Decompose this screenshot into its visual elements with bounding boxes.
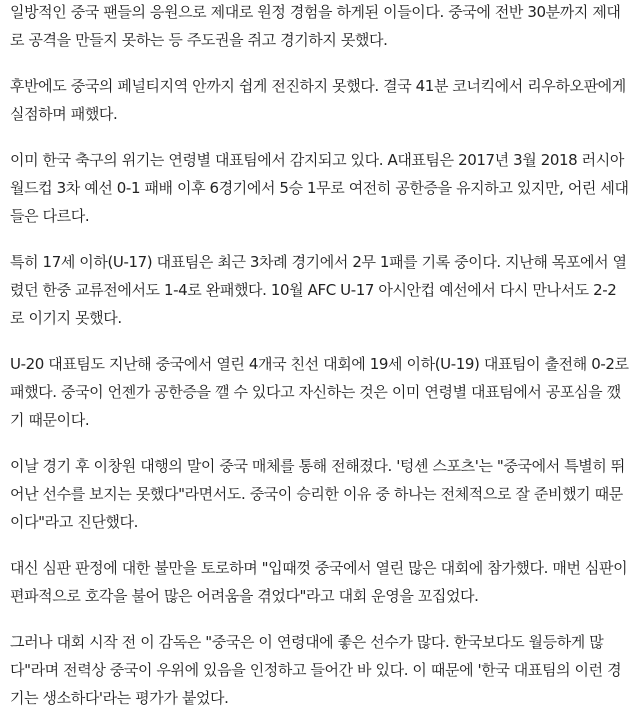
article-paragraph: 그러나 대회 시작 전 이 감독은 "중국은 이 연령대에 좋은 선수가 많다. 한국보다도 월등하게 많다"라며 전력상 중국이 우위에 있음을 인정하고 들어간 바 있다. 이 때문에 '한국 대표팀의 이런 경기는 생소하다'라는 평가가 붙었다. bbox=[10, 633, 622, 707]
article-paragraph: 후반에도 중국의 페널티지역 안까지 쉽게 전진하지 못했다. 결국 41분 코너킥에서 리우하오판에게 실점하며 패했다. bbox=[10, 77, 626, 123]
article-paragraph: 일방적인 중국 팬들의 응원으로 제대로 원정 경험을 하게된 이들이다. 중국에 전반 30분까지 제대로 공격을 만들지 못하는 등 주도권을 쥐고 경기하지 못했다. bbox=[10, 3, 621, 49]
article-paragraph: 이날 경기 후 이창원 대행의 말이 중국 매체를 통해 전해졌다. '텅셴 스포츠'는 "중국에서 특별히 뛰어난 선수를 보지는 못했다"라면서도. 중국이 승리한 이유 중 하나는 전체적으로 잘 준비했기 때문이다"라고 진단했다. bbox=[10, 457, 625, 531]
article-paragraph: 이미 한국 축구의 위기는 연령별 대표팀에서 감지되고 있다. A대표팀은 2017년 3월 2018 러시아 월드컵 3차 예선 0-1 패배 이후 6경기에서 5승 1무로 여전히 공한증을 유지하고 있지만, 어린 세대들은 다르다. bbox=[10, 151, 629, 225]
article-paragraph: 특히 17세 이하(U-17) 대표팀은 최근 3차례 경기에서 2무 1패를 기록 중이다. 지난해 목포에서 열렸던 한중 교류전에서도 1-4로 완패했다. 10월 AFC U-17 아시안컵 예선에서 다시 만나서도 2-2로 이기지 못했다. bbox=[10, 253, 627, 327]
article-paragraph: 대신 심판 판정에 대한 불만을 토로하며 "입때껏 중국에서 열린 많은 대회에 참가했다. 매번 심판이 편파적으로 호각을 불어 많은 어려움을 겪었다"라고 대회 운영을 꼬집었다. bbox=[10, 559, 628, 605]
article-paragraph: U-20 대표팀도 지난해 중국에서 열린 4개국 친선 대회에 19세 이하(U-19) 대표팀이 출전해 0-2로 패했다. 중국이 언젠가 공한증을 깰 수 있다고 자신하는 것은 이미 연령별 대표팀에서 공포심을 깼기 때문이다. bbox=[10, 355, 629, 429]
